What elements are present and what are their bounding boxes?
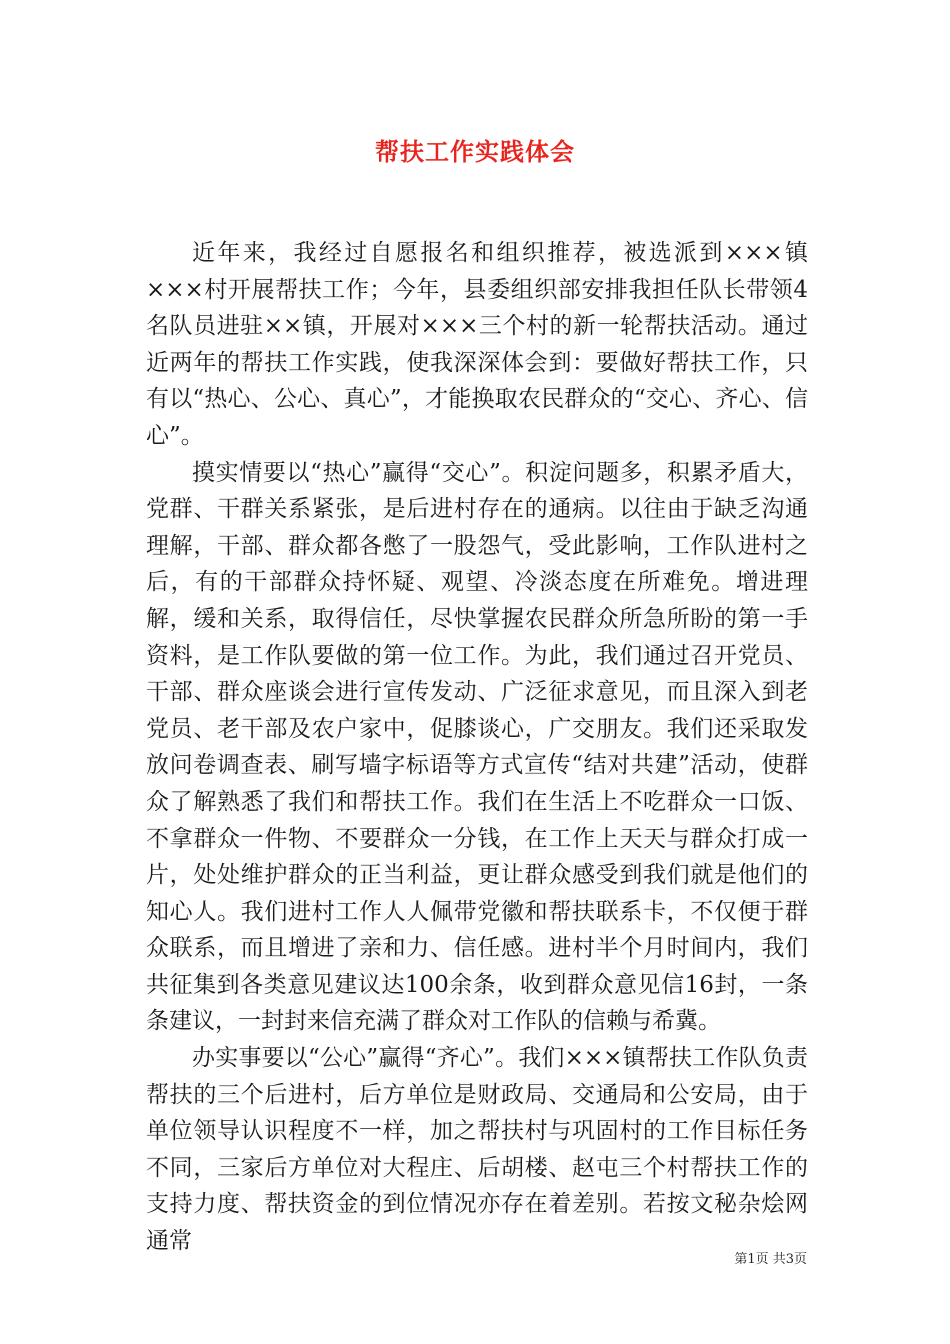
- paragraph-fairness: 办实事要以“公心”赢得“齐心”。我们×××镇帮扶工作队负责帮扶的三个后进村，后方单位是财政局、交通局和公安局，由于单位领导认识程度不一样，加之帮扶村与巩固村的工作目标任务不同，三家后方单位对大程庄、后胡楼、赵屯三个村帮扶工作的支持力度、帮扶资金的到位情况亦存在着差别。若按文秘杂烩网通常: [146, 1045, 808, 1255]
- document-title: 帮扶工作实践体会: [375, 137, 575, 166]
- paragraph-intro: 近年来，我经过自愿报名和组织推荐，被选派到×××镇×××村开展帮扶工作；今年，县委组织部安排我担任队长带领4名队员进驻××镇，开展对×××三个村的新一轮帮扶活动。通过近两年的帮扶工作实践，使我深深体会到：要做好帮扶工作，只有以“热心、公心、真心”，才能换取农民群众的“交心、齐心、信心”。: [146, 240, 808, 449]
- page-number: 第1页 共3页: [734, 1252, 807, 1267]
- paragraph-enthusiasm: 摸实情要以“热心”赢得“交心”。积淀问题多，积累矛盾大，党群、干群关系紧张，是后进村存在的通病。以往由于缺乏沟通理解，干部、群众都各憋了一股怨气，受此影响，工作队进村之后，有的干部群众持怀疑、观望、冷淡态度在所难免。增进理解，缓和关系，取得信任，尽快掌握农民群众所急所盼的第一手资料，是工作队要做的第一位工作。为此，我们通过召开党员、干部、群众座谈会进行宣传发动、广泛征求意见，而且深入到老党员、老干部及农户家中，促膝谈心，广交朋友。我们还采取发放问卷调查表、刷写墙字标语等方式宣传“结对共建”活动，使群众了解熟悉了我们和帮扶工作。我们在生活上不吃群众一口饭、不拿群众一件物、不要群众一分钱，在工作上天天与群众打成一片，处处维护群众的正当利益，更让群众感受到我们就是他们的知心人。我们进村工作人人佩带党徽和帮扶联系卡，不仅便于群众联系，而且增进了亲和力、信任感。进村半个月时间内，我们共征集到各类意见建议达100余条，收到群众意见信16封，一条条建议，一封封来信充满了群众对工作队的信赖与希冀。: [146, 459, 808, 1035]
- document-body: [146, 235, 808, 1260]
